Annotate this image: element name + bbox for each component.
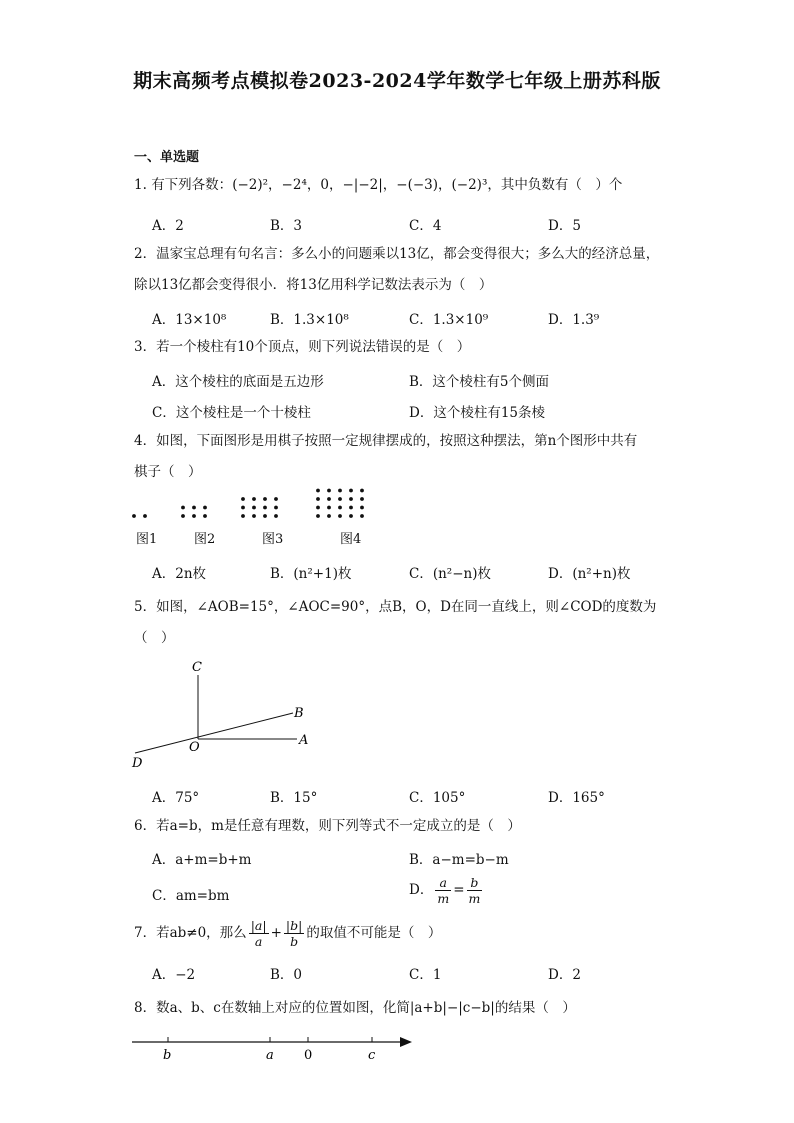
option-a[interactable]: A．a+m=b+m — [152, 852, 252, 868]
question-5-line-2: （ ） — [134, 630, 175, 646]
number-item: (−2)³ — [451, 177, 488, 193]
chess-piece-dot — [263, 514, 267, 518]
number-item: −|−2| — [342, 177, 383, 193]
chess-piece-dot — [192, 514, 196, 518]
label-c: C — [192, 660, 202, 675]
question-2-line-2: 除以13亿都会变得很小．将13亿用科学记数法表示为（ ） — [134, 277, 493, 293]
question-text: 7．若ab≠0，那么 — [134, 925, 247, 941]
option-b[interactable]: B．1.3×10⁸ — [270, 312, 349, 328]
question-7-stem — [134, 918, 441, 949]
chess-pattern-figures — [128, 484, 398, 524]
chess-piece-dot — [241, 514, 245, 518]
chess-piece-dot — [338, 489, 342, 493]
option-c[interactable]: C．1 — [409, 967, 442, 983]
numerator: |b| — [285, 918, 303, 933]
fraction — [249, 918, 269, 949]
question-1-stem: 1. 有下列各数：(−2)²，−2⁴，0，−|−2|，−(−3)，(−2)³，其中负数有（ ）个 — [134, 177, 623, 193]
fraction — [467, 875, 483, 906]
number-item: 0 — [320, 177, 329, 193]
line-bd — [135, 713, 293, 753]
chess-piece-dot — [252, 506, 256, 510]
figure-caption-3: 图3 — [262, 532, 284, 547]
equals-sign: = — [453, 882, 465, 898]
chess-piece-dot — [316, 514, 320, 518]
option-c[interactable]: C．105° — [409, 790, 466, 806]
question-3-stem: 3．若一个棱柱有10个顶点，则下列说法错误的是（ ） — [134, 339, 471, 355]
chess-piece-dot — [241, 506, 245, 510]
option-d[interactable]: D．1.3⁹ — [548, 312, 600, 328]
label-a: a — [266, 1048, 274, 1063]
option-c[interactable]: C．1.3×10⁹ — [409, 312, 489, 328]
label-o: O — [189, 740, 200, 755]
option-c[interactable]: C．这个棱柱是一个十棱柱 — [152, 405, 311, 421]
page-title: 期末高频考点模拟卷2023-2024学年数学七年级上册苏科版 — [133, 70, 661, 92]
chess-piece-dot — [316, 506, 320, 510]
chess-piece-dot — [360, 506, 364, 510]
chess-piece-dot — [316, 489, 320, 493]
question-6-stem: 6．若a=b，m是任意有理数，则下列等式不一定成立的是（ ） — [134, 818, 521, 834]
option-d[interactable]: D．165° — [548, 790, 605, 806]
question-text: 有下列各数： — [151, 177, 233, 193]
option-a[interactable]: A．75° — [152, 790, 200, 806]
denominator: m — [468, 891, 481, 906]
number-item: (−2)² — [232, 177, 269, 193]
section-heading: 一、单选题 — [134, 150, 200, 165]
fraction — [435, 875, 451, 906]
option-b[interactable]: B．这个棱柱有5个侧面 — [409, 374, 550, 390]
chess-piece-dot — [338, 506, 342, 510]
question-4-line-1: 4．如图，下面图形是用棋子按照一定规律摆成的，按照这种摆法，第n个图形中共有 — [134, 433, 638, 449]
question-number: 1. — [134, 177, 147, 193]
chess-piece-dot — [327, 497, 331, 501]
label-b: b — [163, 1048, 172, 1063]
chess-piece-dot — [252, 497, 256, 501]
chess-piece-dot — [203, 514, 207, 518]
option-a[interactable]: A．2 — [152, 218, 184, 234]
chess-piece-dot — [349, 489, 353, 493]
chess-piece-dot — [327, 489, 331, 493]
option-b[interactable]: B．0 — [270, 967, 303, 983]
chess-piece-dot — [203, 506, 207, 510]
denominator: b — [290, 934, 299, 949]
label-a: A — [299, 733, 309, 748]
option-a[interactable]: A．−2 — [152, 967, 196, 983]
angle-diagram — [125, 655, 325, 775]
denominator: m — [437, 891, 450, 906]
fraction — [284, 918, 304, 949]
option-d[interactable]: D．2 — [548, 967, 581, 983]
chess-piece-dot — [192, 506, 196, 510]
option-a[interactable]: A．13×10⁸ — [152, 312, 227, 328]
option-b[interactable]: B．a−m=b−m — [409, 852, 509, 868]
option-b[interactable]: B．(n²+1)枚 — [270, 566, 352, 582]
number-line — [128, 1028, 423, 1064]
question-5-line-1: 5．如图，∠AOB=15°，∠AOC=90°，点B，O，D在同一直线上，则∠COD的度数为 — [134, 599, 657, 615]
chess-piece-dot — [316, 497, 320, 501]
label-b: B — [294, 706, 304, 721]
number-item: −(−3) — [396, 177, 439, 193]
chess-piece-dot — [327, 506, 331, 510]
chess-piece-dot — [338, 497, 342, 501]
chess-piece-dot — [274, 497, 278, 501]
plus-sign: + — [270, 925, 282, 941]
question-text: 的取值不可能是（ ） — [306, 925, 442, 941]
chess-piece-dot — [181, 514, 185, 518]
chess-piece-dot — [349, 506, 353, 510]
option-d[interactable]: D．这个棱柱有15条棱 — [409, 405, 546, 421]
option-b[interactable]: B．3 — [270, 218, 303, 234]
chess-piece-dot — [132, 514, 136, 518]
option-c[interactable]: C．am=bm — [152, 888, 230, 904]
option-a[interactable]: A．这个棱柱的底面是五边形 — [152, 374, 324, 390]
figure-caption-2: 图2 — [194, 532, 216, 547]
chess-piece-dot — [252, 514, 256, 518]
axis-arrow-icon — [400, 1037, 412, 1047]
number-item: −2⁴ — [281, 177, 307, 193]
option-c[interactable]: C．(n²−n)枚 — [409, 566, 491, 582]
chess-piece-dot — [274, 514, 278, 518]
chess-piece-dot — [263, 506, 267, 510]
chess-piece-dot — [143, 514, 147, 518]
chess-piece-dot — [349, 497, 353, 501]
chess-piece-dot — [360, 497, 364, 501]
label-c: c — [368, 1048, 376, 1063]
chess-piece-dot — [181, 506, 185, 510]
figure-caption-1: 图1 — [136, 532, 158, 547]
option-d[interactable] — [409, 875, 484, 906]
chess-piece-dot — [241, 497, 245, 501]
question-4-line-2: 棋子（ ） — [134, 464, 202, 480]
option-d[interactable]: D．(n²+n)枚 — [548, 566, 631, 582]
question-text: ，其中负数有（ ）个 — [487, 177, 623, 193]
chess-piece-dot — [263, 497, 267, 501]
denominator: a — [254, 934, 263, 949]
chess-piece-dot — [360, 489, 364, 493]
numerator: b — [467, 875, 483, 891]
numerator: a — [435, 875, 451, 891]
figure-caption-4: 图4 — [340, 532, 362, 547]
question-2-line-1: 2．温家宝总理有句名言：多么小的问题乘以13亿，都会变得很大；多么大的经济总量， — [134, 246, 660, 262]
option-label: D． — [409, 882, 434, 898]
question-8-stem: 8．数a、b、c在数轴上对应的位置如图，化简|a+b|−|c−b|的结果（ ） — [134, 1000, 576, 1016]
chess-piece-dot — [338, 514, 342, 518]
option-b[interactable]: B．15° — [270, 790, 318, 806]
label-d: D — [132, 756, 143, 771]
chess-piece-dot — [349, 514, 353, 518]
numerator: |a| — [250, 918, 267, 933]
label-zero: 0 — [304, 1048, 313, 1063]
option-c[interactable]: C．4 — [409, 218, 442, 234]
chess-piece-dot — [327, 514, 331, 518]
option-d[interactable]: D．5 — [548, 218, 581, 234]
option-a[interactable]: A．2n枚 — [152, 566, 207, 582]
chess-piece-dot — [360, 514, 364, 518]
chess-piece-dot — [274, 506, 278, 510]
